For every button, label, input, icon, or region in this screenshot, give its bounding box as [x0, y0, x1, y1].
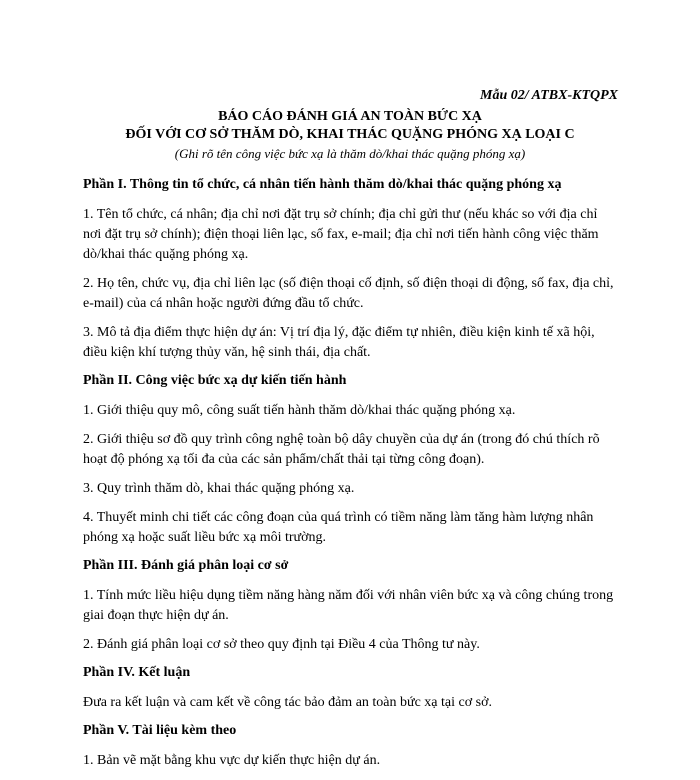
report-title-line-2: ĐỐI VỚI CƠ SỞ THĂM DÒ, KHAI THÁC QUẶNG PHÓNG XẠ LOẠI C — [125, 127, 575, 142]
document-body — [83, 176, 618, 780]
part-1-item-3: 3. Mô tả địa điểm thực hiện dự án: Vị trí địa lý, đặc điểm tự nhiên, điều kiện kinh tế xã hội, điều kiện khí tượng thủy văn, hệ sinh thái, địa chất. — [83, 325, 595, 360]
part-2-item-3: 3. Quy trình thăm dò, khai thác quặng phóng xạ. — [83, 481, 355, 496]
part-1-heading: Phần I. Thông tin tổ chức, cá nhân tiến hành thăm dò/khai thác quặng phóng xạ — [83, 177, 562, 192]
part-1-item-2: 2. Họ tên, chức vụ, địa chỉ liên lạc (số điện thoại cố định, số điện thoại di động, số fax, địa chỉ, e-mail) của cá nhân hoặc người đứng đầu tổ chức. — [83, 276, 614, 311]
form-code: Mẫu 02/ ATBX-KTQPX — [480, 88, 618, 103]
part-1-item-1: 1. Tên tổ chức, cá nhân; địa chỉ nơi đặt trụ sở chính; địa chỉ gửi thư (nếu khác so với địa chỉ nơi đặt trụ sở chính); điện thoại liên lạc, số fax, e-mail; địa chỉ nơi tiến hành công việc thăm dò/khai thác quặng phóng xạ. — [83, 207, 599, 262]
part-4-item-1: Đưa ra kết luận và cam kết về công tác bảo đảm an toàn bức xạ tại cơ sở. — [83, 695, 492, 710]
part-5-item-1: 1. Bản vẽ mặt bằng khu vực dự kiến thực hiện dự án. — [83, 753, 381, 768]
part-5-heading: Phần V. Tài liệu kèm theo — [83, 723, 237, 738]
report-subtitle: (Ghi rõ tên công việc bức xạ là thăm dò/khai thác quặng phóng xạ) — [174, 146, 526, 161]
part-2-item-2: 2. Giới thiệu sơ đồ quy trình công nghệ toàn bộ dây chuyền của dự án (trong đó chú thích rõ hoạt độ phóng xạ tối đa của các sản phẩm/chất thải tại từng công đoạn). — [83, 432, 600, 467]
part-4-heading: Phần IV. Kết luận — [83, 665, 191, 680]
part-3-item-2: 2. Đánh giá phân loại cơ sở theo quy định tại Điều 4 của Thông tư này. — [83, 637, 480, 652]
title-block — [0, 108, 700, 163]
part-2-heading: Phần II. Công việc bức xạ dự kiến tiến hành — [83, 373, 347, 388]
part-2-item-4: 4. Thuyết minh chi tiết các công đoạn của quá trình có tiềm năng làm tăng hàm lượng nhân phóng xạ hoặc suất liều bức xạ môi trường. — [83, 510, 594, 545]
part-3-item-1: 1. Tính mức liều hiệu dụng tiềm năng hàng năm đối với nhân viên bức xạ và công chúng trong giai đoạn thực hiện dự án. — [83, 588, 614, 623]
report-title-line-1: BÁO CÁO ĐÁNH GIÁ AN TOÀN BỨC XẠ — [218, 109, 482, 124]
part-3-heading: Phần III. Đánh giá phân loại cơ sở — [83, 558, 289, 573]
part-2-item-1: 1. Giới thiệu quy mô, công suất tiến hành thăm dò/khai thác quặng phóng xạ. — [83, 403, 516, 418]
